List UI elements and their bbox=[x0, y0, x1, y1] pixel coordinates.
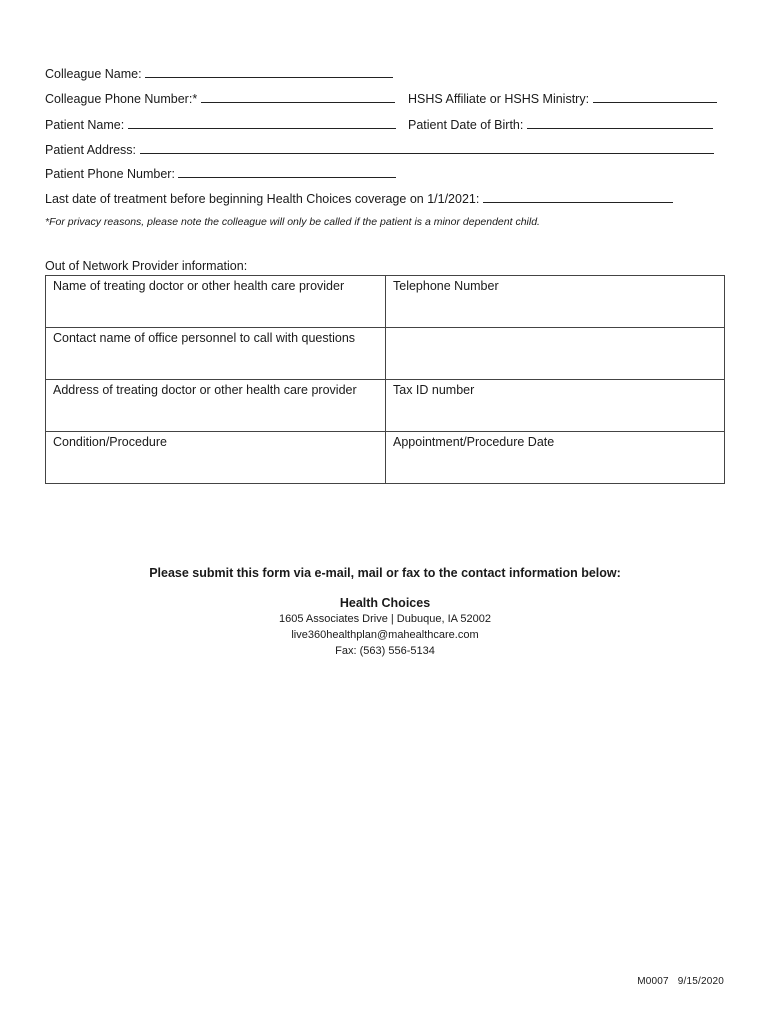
colleague-name-row bbox=[45, 66, 393, 81]
submit-instruction: Please submit this form via e-mail, mail or fax to the contact information below: bbox=[149, 566, 621, 580]
privacy-note: *For privacy reasons, please note the colleague will only be called if the patient is a minor dependent child. bbox=[45, 216, 540, 228]
mailing-address: 1605 Associates Drive | Dubuque, IA 52002 bbox=[279, 613, 491, 625]
organization-name: Health Choices bbox=[339, 596, 431, 610]
patient-phone-label: Patient Phone Number: bbox=[45, 167, 175, 181]
contact-email: live360healthplan@mahealthcare.com bbox=[291, 629, 479, 641]
patient-address-label: Patient Address: bbox=[45, 143, 137, 157]
patient-dob-label: Patient Date of Birth: bbox=[408, 118, 524, 132]
table-row bbox=[46, 276, 725, 328]
affiliate-row bbox=[408, 91, 717, 106]
condition-procedure-cell[interactable]: Condition/Procedure bbox=[46, 432, 386, 484]
table-row bbox=[46, 380, 725, 432]
patient-name-label: Patient Name: bbox=[45, 118, 125, 132]
colleague-name-label: Colleague Name: bbox=[45, 67, 142, 81]
colleague-name-field[interactable] bbox=[145, 66, 393, 78]
last-treatment-field[interactable] bbox=[483, 191, 673, 203]
fax-number: Fax: (563) 556-5134 bbox=[335, 645, 435, 657]
last-treatment-label: Last date of treatment before beginning Health Choices coverage on 1/1/2021: bbox=[45, 192, 480, 206]
last-treatment-row bbox=[45, 191, 673, 206]
office-contact-value-cell[interactable] bbox=[386, 328, 725, 380]
provider-address-cell[interactable]: Address of treating doctor or other health care provider bbox=[46, 380, 386, 432]
provider-section-title: Out of Network Provider information: bbox=[45, 259, 248, 273]
form-code: M0007 9/15/2020 bbox=[637, 976, 724, 987]
table-row bbox=[46, 328, 725, 380]
colleague-phone-row bbox=[45, 91, 395, 106]
provider-info-table bbox=[45, 275, 725, 484]
table-row bbox=[46, 432, 725, 484]
patient-address-row bbox=[45, 142, 714, 157]
patient-dob-row bbox=[408, 117, 713, 132]
patient-name-field[interactable] bbox=[128, 117, 396, 129]
patient-phone-field[interactable] bbox=[178, 166, 396, 178]
patient-address-field[interactable] bbox=[140, 142, 714, 154]
patient-name-row bbox=[45, 117, 396, 132]
appointment-date-cell[interactable]: Appointment/Procedure Date bbox=[386, 432, 725, 484]
colleague-phone-field[interactable] bbox=[201, 91, 395, 103]
patient-phone-row bbox=[45, 166, 396, 181]
patient-dob-field[interactable] bbox=[527, 117, 713, 129]
office-contact-cell[interactable]: Contact name of office personnel to call with questions bbox=[46, 328, 386, 380]
affiliate-field[interactable] bbox=[593, 91, 717, 103]
colleague-phone-label: Colleague Phone Number:* bbox=[45, 92, 198, 106]
telephone-number-cell[interactable]: Telephone Number bbox=[386, 276, 725, 328]
provider-name-cell[interactable]: Name of treating doctor or other health care provider bbox=[46, 276, 386, 328]
affiliate-label: HSHS Affiliate or HSHS Ministry: bbox=[408, 92, 590, 106]
tax-id-cell[interactable]: Tax ID number bbox=[386, 380, 725, 432]
